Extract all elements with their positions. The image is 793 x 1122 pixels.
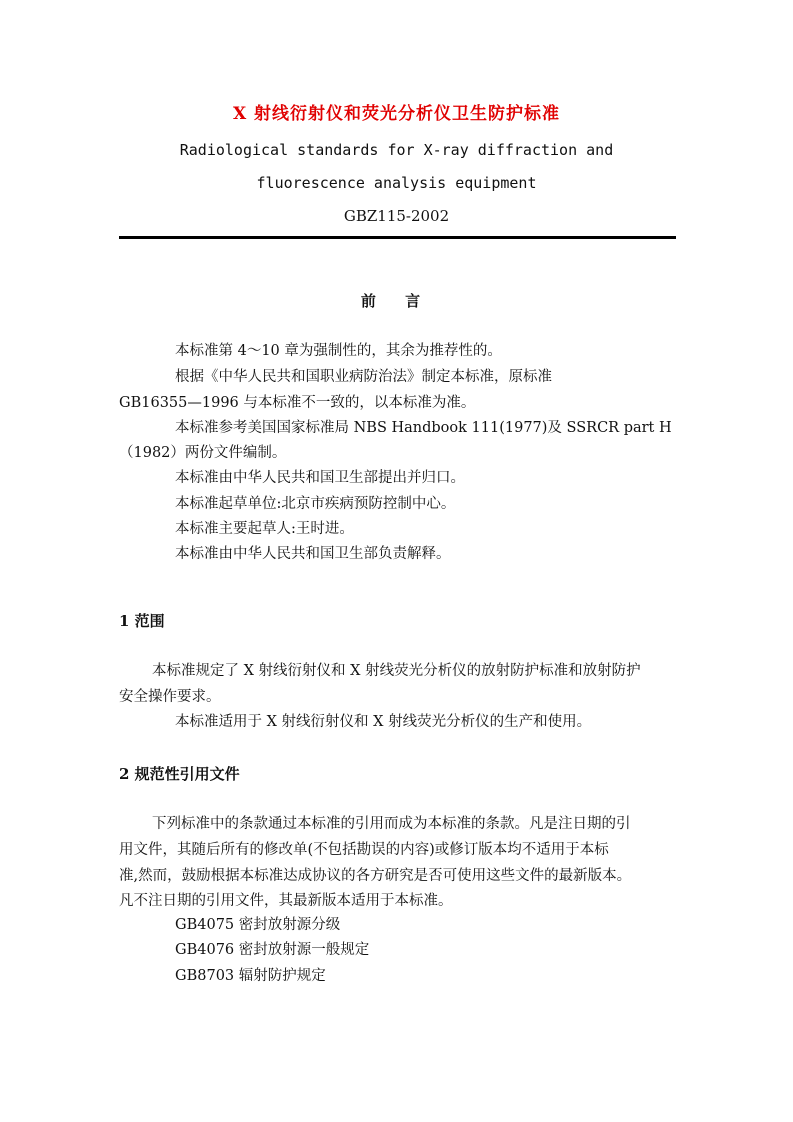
english-title-line-1: Radiological standards for X-ray diffraction and (179, 141, 614, 159)
references-paragraph: 用文件，其随后所有的修改单(不包括勘误的内容)或修订版本均不适用于本标 (119, 842, 609, 858)
preface-paragraph: 本标准起草单位:北京市疾病预防控制中心。 (175, 496, 456, 512)
english-title-line-2: fluorescence analysis equipment (256, 174, 537, 192)
reference-item: GB8703 辐射防护规定 (175, 968, 326, 984)
reference-item: GB4075 密封放射源分级 (175, 917, 341, 933)
references-paragraph: 凡不注日期的引用文件，其最新版本适用于本标准。 (119, 893, 453, 909)
preface-paragraph: 本标准参考美国国家标准局 NBS Handbook 111(1977)及 SSRCR part H (175, 420, 672, 436)
section-heading-normative-references: 2 规范性引用文件 (119, 765, 240, 783)
scope-paragraph: 安全操作要求。 (119, 689, 221, 705)
preface-paragraph: （1982）两份文件编制。 (119, 445, 287, 461)
reference-item: GB4076 密封放射源一般规定 (175, 942, 370, 958)
preface-paragraph: 本标准由中华人民共和国卫生部负责解释。 (175, 546, 451, 562)
preface-paragraph: 根据《中华人民共和国职业病防治法》制定本标准，原标准 (175, 369, 552, 385)
preface-paragraph: 本标准主要起草人:王时进。 (175, 521, 354, 537)
preface-heading: 前 言 (360, 292, 433, 310)
scope-paragraph: 本标准规定了 X 射线衍射仪和 X 射线荧光分析仪的放射防护标准和放射防护 (152, 663, 641, 679)
title-divider (119, 236, 676, 239)
scope-paragraph: 本标准适用于 X 射线衍射仪和 X 射线荧光分析仪的生产和使用。 (175, 714, 592, 730)
document-title: X 射线衍射仪和荧光分析仪卫生防护标准 (232, 104, 561, 124)
section-heading-scope: 1 范围 (119, 612, 165, 630)
preface-paragraph: GB16355—1996 与本标准不一致的，以本标准为准。 (119, 395, 476, 411)
references-paragraph: 准,然而，鼓励根据本标准达成协议的各方研究是否可使用这些文件的最新版本。 (119, 868, 632, 884)
preface-paragraph: 本标准由中华人民共和国卫生部提出并归口。 (175, 470, 465, 486)
references-paragraph: 下列标准中的条款通过本标准的引用而成为本标准的条款。凡是注日期的引 (152, 816, 631, 832)
preface-paragraph: 本标准第 4～10 章为强制性的，其余为推荐性的。 (175, 343, 502, 359)
standard-code: GBZ115-2002 (343, 207, 450, 225)
